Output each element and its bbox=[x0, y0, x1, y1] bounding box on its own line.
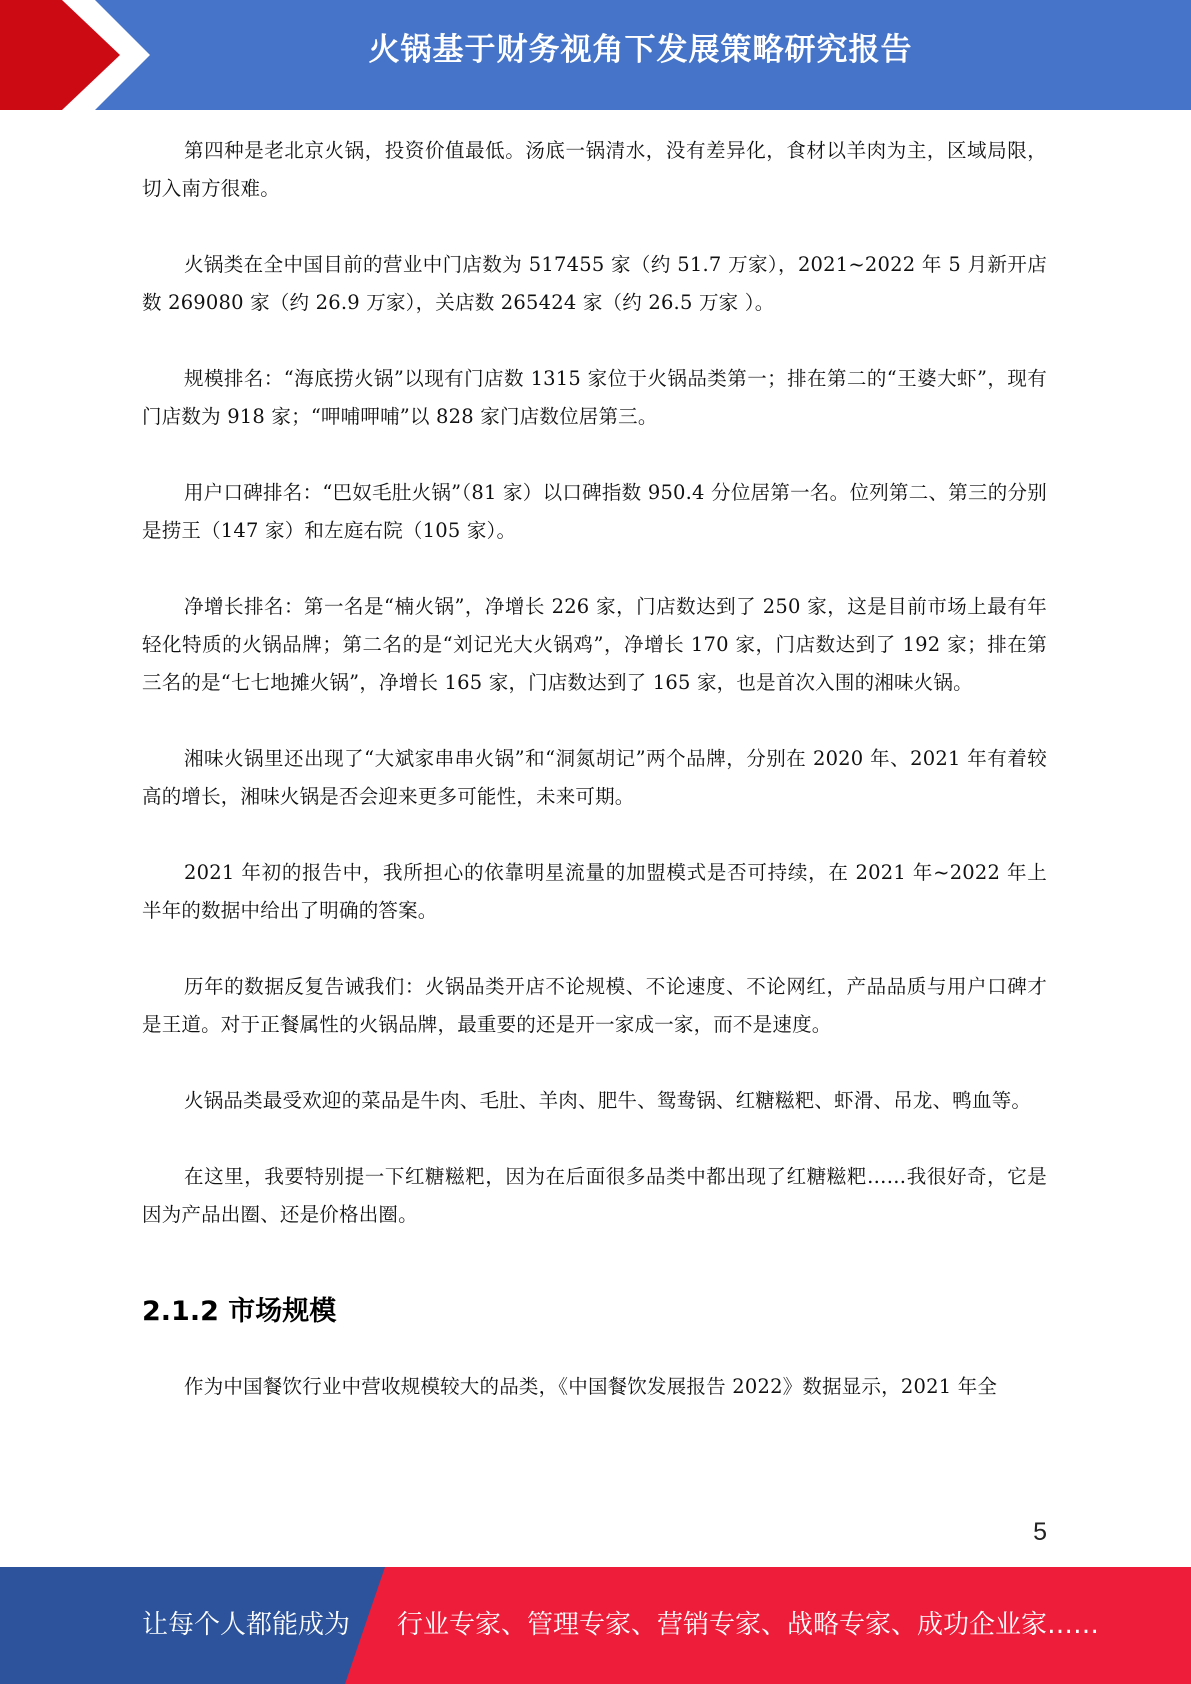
paragraph: 用户口碑排名：“巴奴毛肚火锅”（81 家）以口碑指数 950.4 分位居第一名。位列第二、第三的分别是捞王（147 家）和左庭右院（105 家）。 bbox=[142, 481, 1047, 542]
page-header bbox=[0, 0, 1191, 110]
paragraph: 湘味火锅里还出现了“大斌家串串火锅”和“洞氮胡记”两个品牌，分别在 2020 年、2021 年有着较高的增长，湘味火锅是否会迎来更多可能性，未来可期。 bbox=[142, 747, 1047, 808]
paragraph: 作为中国餐饮行业中营收规模较大的品类，《中国餐饮发展报告 2022》数据显示，2021 年全 bbox=[184, 1375, 998, 1398]
main-content bbox=[142, 132, 1047, 1444]
paragraph: 第四种是老北京火锅，投资价值最低。汤底一锅清水，没有差异化，食材以羊肉为主，区域局限，切入南方很难。 bbox=[142, 139, 1047, 200]
page-footer bbox=[0, 1567, 1191, 1684]
paragraph: 在这里，我要特别提一下红糖糍粑，因为在后面很多品类中都出现了红糖糍粑……我很好奇，它是因为产品出圈、还是价格出圈。 bbox=[142, 1165, 1047, 1226]
paragraph: 历年的数据反复告诫我们：火锅品类开店不论规模、不论速度、不论网红，产品品质与用户口碑才是王道。对于正餐属性的火锅品牌，最重要的还是开一家成一家，而不是速度。 bbox=[142, 975, 1047, 1036]
report-title: 火锅基于财务视角下发展策略研究报告 bbox=[368, 32, 913, 68]
page-number: 5 bbox=[1033, 1518, 1047, 1546]
section-heading: 2.1.2 市场规模 bbox=[142, 1296, 337, 1327]
footer-slogan-right: 行业专家、管理专家、营销专家、战略专家、成功企业家…… bbox=[397, 1610, 1100, 1640]
paragraph: 2021 年初的报告中，我所担心的依靠明星流量的加盟模式是否可持续，在 2021 年~2022 年上半年的数据中给出了明确的答案。 bbox=[142, 861, 1047, 922]
paragraph: 净增长排名：第一名是“楠火锅”，净增长 226 家，门店数达到了 250 家，这是目前市场上最有年轻化特质的火锅品牌；第二名的是“刘记光大火锅鸡”，净增长 170 家，门店数达到了 192 家；排在第三名的是“七七地摊火锅”，净增长 165 家，门店数达到了 165 家，也是首次入围的湘味火锅。 bbox=[142, 595, 1047, 694]
paragraph: 规模排名：“海底捞火锅”以现有门店数 1315 家位于火锅品类第一；排在第二的“王婆大虾”，现有门店数为 918 家；“呷哺呷哺”以 828 家门店数位居第三。 bbox=[142, 367, 1047, 428]
footer-slogan-left: 让每个人都能成为 bbox=[142, 1610, 351, 1640]
paragraph: 火锅类在全中国目前的营业中门店数为 517455 家（约 51.7 万家），2021~2022 年 5 月新开店数 269080 家（约 26.9 万家），关店数 265424 家（约 26.5 万家 ）。 bbox=[142, 253, 1047, 314]
paragraph: 火锅品类最受欢迎的菜品是牛肉、毛肚、羊肉、肥牛、鸳鸯锅、红糖糍粑、虾滑、吊龙、鸭血等。 bbox=[184, 1089, 1032, 1112]
